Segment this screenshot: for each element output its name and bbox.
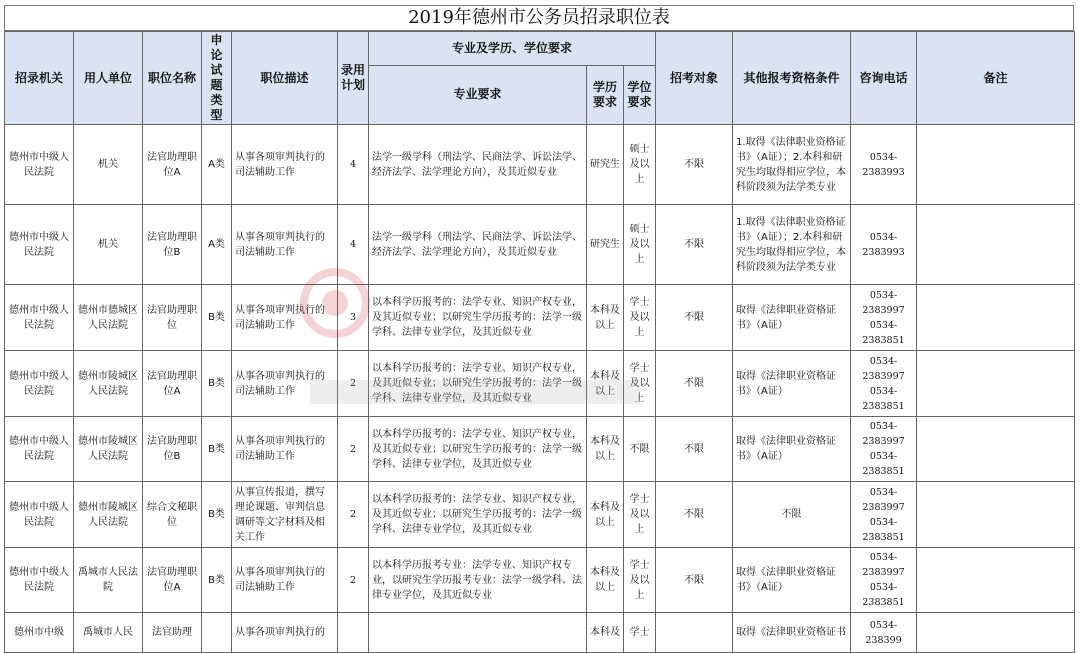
header-note: 备注 — [917, 32, 1075, 125]
cell-phone: 0534-2383997 0534-2383851 — [851, 351, 917, 417]
table-row — [5, 285, 1075, 351]
cell-plan: 3 — [338, 285, 369, 351]
cell-position: 法官助理职位A — [143, 351, 202, 417]
cell-unit: 机关 — [74, 125, 143, 205]
cell-exam-type: B类 — [202, 285, 232, 351]
cell-plan — [338, 613, 369, 653]
cell-exam-type: A类 — [202, 125, 232, 205]
cell-note — [917, 548, 1075, 613]
cell-degree: 学士及以上 — [624, 285, 656, 351]
cell-target: 不限 — [656, 125, 733, 205]
cell-phone: 0534-2383997 0534-2383851 — [851, 482, 917, 548]
cell-position: 法官助理职位A — [143, 548, 202, 613]
cell-note — [917, 482, 1075, 548]
cell-edu: 本科及以上 — [587, 351, 624, 417]
header-other: 其他报考资格条件 — [733, 32, 851, 125]
cell-edu: 本科及以上 — [587, 417, 624, 482]
cell-description: 从事各项审判执行的司法辅助工作 — [232, 417, 338, 482]
cell-other: 1.取得《法律职业资格证书》（A证）；2.本科和研究生均取得相应学位，本科阶段须为法学类专业 — [733, 205, 851, 285]
cell-phone: 0534-2383997 0534-2383851 — [851, 285, 917, 351]
cell-edu: 本科及以上 — [587, 285, 624, 351]
cell-degree: 硕士及以上 — [624, 125, 656, 205]
cell-unit: 德州市陵城区人民法院 — [74, 482, 143, 548]
cell-unit: 机关 — [74, 205, 143, 285]
cell-target: 不限 — [656, 417, 733, 482]
cell-unit: 禹城市人民法院 — [74, 548, 143, 613]
cell-agency: 德州市中级人民法院 — [5, 125, 74, 205]
cell-degree: 不限 — [624, 417, 656, 482]
cell-plan: 4 — [338, 125, 369, 205]
cell-exam-type: B类 — [202, 548, 232, 613]
table-row — [5, 125, 1075, 205]
cell-description: 从事各项审判执行的司法辅助工作 — [232, 205, 338, 285]
cell-plan: 2 — [338, 417, 369, 482]
table-row — [5, 205, 1075, 285]
cell-description: 从事各项审判执行的司法辅助工作 — [232, 285, 338, 351]
header-position: 职位名称 — [143, 32, 202, 125]
cell-major: 以本科学历报考的：法学专业、知识产权专业，及其近似专业；以研究生学历报考的：法学一级学科、法律专业学位，及其近似专业 — [369, 351, 587, 417]
table-row — [5, 548, 1075, 613]
cell-degree: 硕士及以上 — [624, 205, 656, 285]
cell-exam-type: B类 — [202, 351, 232, 417]
cell-agency: 德州市中级人民法院 — [5, 417, 74, 482]
cell-description: 从事宣传报道，撰写理论课题、审判信息调研等文字材料及相关工作 — [232, 482, 338, 548]
cell-major: 以本科学历报考的：法学专业、知识产权专业，及其近似专业；以研究生学历报考的：法学一级学科、法律专业学位，及其近似专业 — [369, 417, 587, 482]
cell-major: 法学一级学科（刑法学、民商法学、诉讼法学、经济法学、法学理论方向），及其近似专业 — [369, 125, 587, 205]
cell-edu: 研究生 — [587, 205, 624, 285]
page-title: 2019年德州市公务员招录职位表 — [4, 5, 1074, 31]
header-edu: 学历要求 — [587, 65, 624, 124]
header-unit: 用人单位 — [74, 32, 143, 125]
cell-major: 以本科学历报考专业：法学专业、知识产权专业，以研究生学历报考专业：法学一级学科、法律专业学位，及其近似专业 — [369, 548, 587, 613]
cell-major: 法学一级学科（刑法学、民商法学、诉讼法学、经济法学、法学理论方向），及其近似专业 — [369, 205, 587, 285]
header-target: 招考对象 — [656, 32, 733, 125]
cell-description: 从事各项审判执行的 — [232, 613, 338, 653]
cell-phone: 0534-2383993 — [851, 205, 917, 285]
header-agency: 招录机关 — [5, 32, 74, 125]
cell-unit: 德州市德城区人民法院 — [74, 285, 143, 351]
cell-target: 不限 — [656, 482, 733, 548]
cell-plan: 2 — [338, 482, 369, 548]
table-row — [5, 482, 1075, 548]
cell-other: 取得《法律职业资格证书》（A证） — [733, 548, 851, 613]
cell-degree: 学士及以上 — [624, 482, 656, 548]
cell-agency: 德州市中级人民法院 — [5, 482, 74, 548]
cell-note — [917, 125, 1075, 205]
cell-position: 法官助理职位A — [143, 125, 202, 205]
cell-position: 法官助理职位 — [143, 285, 202, 351]
header-degree: 学位要求 — [624, 65, 656, 124]
cell-exam-type — [202, 613, 232, 653]
table-row — [5, 351, 1075, 417]
cell-major — [369, 613, 587, 653]
table-row — [5, 613, 1075, 653]
cell-phone: 0534-2383997 0534-2383851 — [851, 548, 917, 613]
cell-other: 1.取得《法律职业资格证书》（A证）；2.本科和研究生均取得相应学位，本科阶段须为法学类专业 — [733, 125, 851, 205]
cell-target: 不限 — [656, 351, 733, 417]
cell-unit: 禹城市人民 — [74, 613, 143, 653]
cell-other: 取得《法律职业资格证书 — [733, 613, 851, 653]
cell-edu: 本科及以上 — [587, 548, 624, 613]
cell-agency: 德州市中级人民法院 — [5, 285, 74, 351]
cell-unit: 德州市陵城区人民法院 — [74, 417, 143, 482]
cell-edu: 研究生 — [587, 125, 624, 205]
cell-plan: 4 — [338, 205, 369, 285]
header-plan: 录用计划 — [338, 32, 369, 125]
cell-phone: 0534-2383993 — [851, 125, 917, 205]
cell-edu: 本科及以上 — [587, 482, 624, 548]
cell-other: 取得《法律职业资格证书》（A证） — [733, 417, 851, 482]
cell-target: 不限 — [656, 285, 733, 351]
cell-agency: 德州市中级人民法院 — [5, 548, 74, 613]
cell-position: 综合文秘职位 — [143, 482, 202, 548]
cell-exam-type: A类 — [202, 205, 232, 285]
recruitment-table — [4, 31, 1075, 653]
cell-agency: 德州市中级人民法院 — [5, 351, 74, 417]
cell-exam-type: B类 — [202, 482, 232, 548]
cell-target: 不限 — [656, 548, 733, 613]
cell-agency: 德州市中级人民法院 — [5, 205, 74, 285]
header-phone: 咨询电话 — [851, 32, 917, 125]
cell-target: 不限 — [656, 205, 733, 285]
cell-degree: 学士 — [624, 613, 656, 653]
cell-plan: 2 — [338, 548, 369, 613]
cell-edu: 本科及 — [587, 613, 624, 653]
cell-unit: 德州市陵城区人民法院 — [74, 351, 143, 417]
cell-other: 取得《法律职业资格证书》（A证） — [733, 285, 851, 351]
cell-plan: 2 — [338, 351, 369, 417]
header-requirements-group: 专业及学历、学位要求 — [369, 32, 656, 66]
cell-degree: 学士及以上 — [624, 548, 656, 613]
cell-description: 从事各项审判执行的司法辅助工作 — [232, 125, 338, 205]
cell-note — [917, 351, 1075, 417]
cell-exam-type: B类 — [202, 417, 232, 482]
cell-major: 以本科学历报考的：法学专业、知识产权专业，及其近似专业；以研究生学历报考的：法学一级学科、法律专业学位，及其近似专业 — [369, 482, 587, 548]
cell-description: 从事各项审判执行的司法辅助工作 — [232, 351, 338, 417]
cell-note — [917, 205, 1075, 285]
cell-other: 不限 — [733, 482, 851, 548]
table-row — [5, 417, 1075, 482]
cell-note — [917, 285, 1075, 351]
cell-phone: 0534-238399 — [851, 613, 917, 653]
header-exam-type: 申论试题类型 — [202, 32, 232, 125]
cell-note — [917, 417, 1075, 482]
cell-agency: 德州市中级 — [5, 613, 74, 653]
cell-position: 法官助理 — [143, 613, 202, 653]
cell-other: 取得《法律职业资格证书》（A证） — [733, 351, 851, 417]
cell-position: 法官助理职位B — [143, 417, 202, 482]
cell-position: 法官助理职位B — [143, 205, 202, 285]
header-description: 职位描述 — [232, 32, 338, 125]
cell-description: 从事各项审判执行的司法辅助工作 — [232, 548, 338, 613]
cell-degree: 学士及以上 — [624, 351, 656, 417]
header-major: 专业要求 — [369, 65, 587, 124]
cell-major: 以本科学历报考的：法学专业、知识产权专业，及其近似专业；以研究生学历报考的：法学一级学科、法律专业学位，及其近似专业 — [369, 285, 587, 351]
cell-target — [656, 613, 733, 653]
cell-phone: 0534-2383997 0534-2383851 — [851, 417, 917, 482]
cell-note — [917, 613, 1075, 653]
